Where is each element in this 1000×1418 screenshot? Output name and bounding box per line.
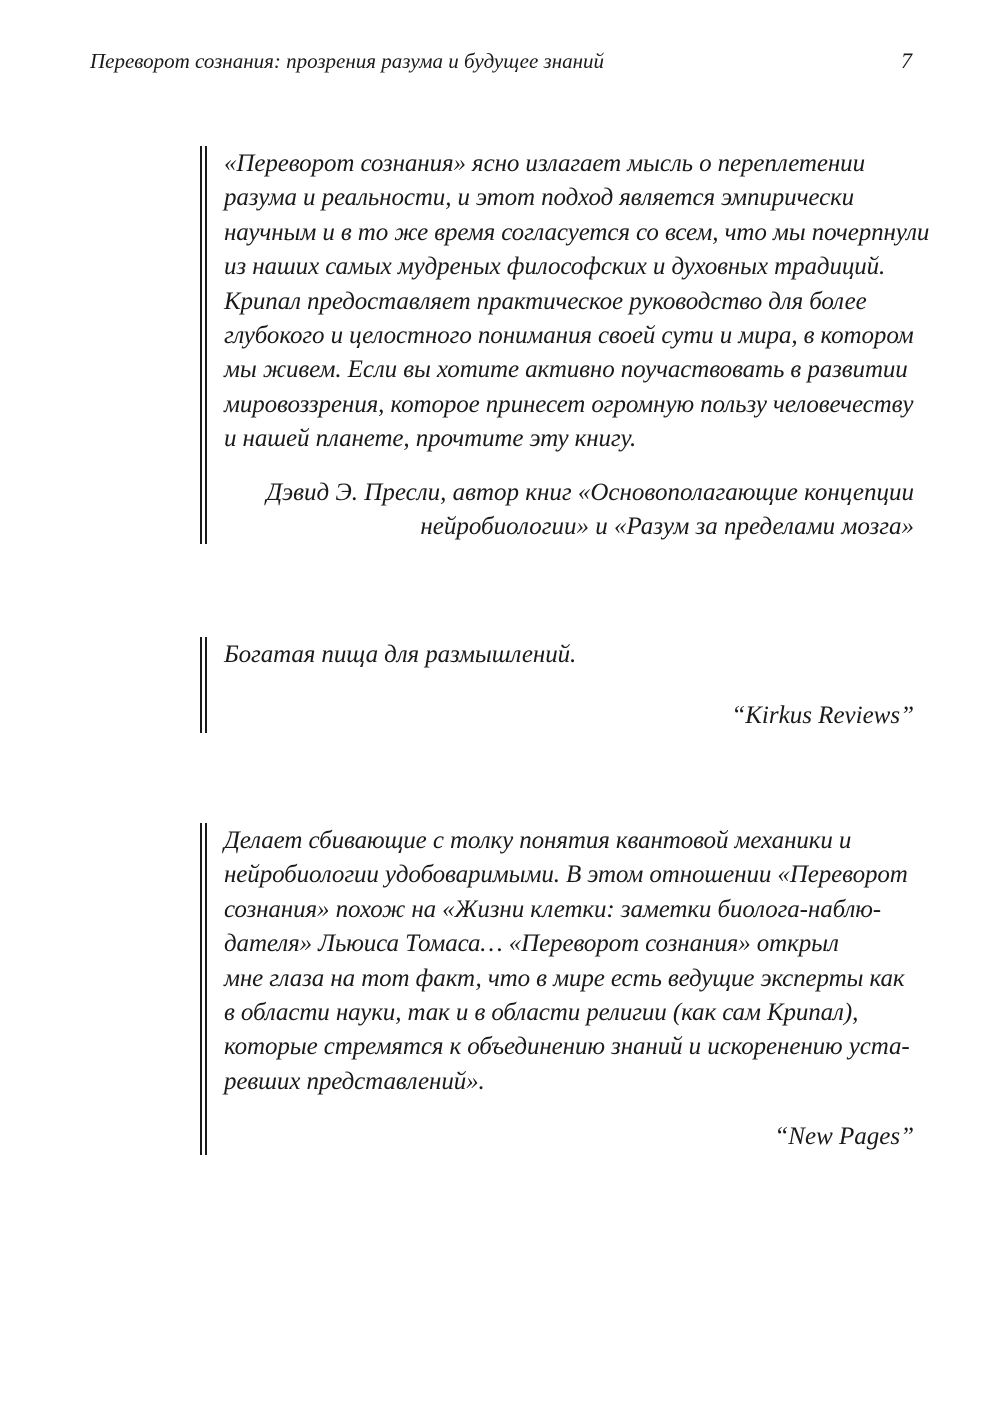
quote-line: мы живем. Если вы хотите активно поучаствовать в развитии xyxy=(224,356,908,384)
quote-line: Богатая пища для размышлений. xyxy=(224,641,577,668)
quote-line: из наших самых мудреных философских и духовных традиций. xyxy=(224,253,886,281)
attribution-line: нейробиологии» и «Разум за пределами мозга» xyxy=(420,513,914,541)
attribution-line: Дэвид Э. Пресли, автор книг «Основополагающие концепции xyxy=(266,479,914,506)
quote-line: глубокого и целостного понимания своей сути и мира, в котором xyxy=(224,322,914,350)
blurb-attribution xyxy=(224,476,914,545)
blurb-presley xyxy=(200,146,930,544)
quote-line: ревших представлений». xyxy=(224,1067,485,1095)
blurb-rule xyxy=(200,146,207,544)
attribution-line: “New Pages” xyxy=(774,1123,914,1150)
quote-line: разума и реальности, и этот подход является эмпирически xyxy=(224,184,855,212)
quote-line: в области науки, так и в области религии (как сам Крипал), xyxy=(224,999,859,1027)
quote-line: научным и в то же время согласуется со всем, что мы почерпнули xyxy=(224,218,930,246)
quote-line: которые стремятся к объединению знаний и искоренению уста- xyxy=(224,1033,910,1061)
blurb-quote xyxy=(224,824,914,1099)
running-title: Переворот сознания: прозрения разума и будущее знаний xyxy=(90,49,605,73)
blurb-attribution xyxy=(224,1120,914,1154)
quote-line: нейробиологии удобоваримыми. В этом отношении «Переворот xyxy=(224,861,908,889)
blurb-new-pages xyxy=(200,823,914,1155)
running-head xyxy=(90,46,912,76)
quote-line: Делает сбивающие с толку понятия квантовой механики и xyxy=(224,827,852,854)
blurb-quote xyxy=(224,147,930,457)
quote-line: мировоззрения, которое принесет огромную пользу человечеству xyxy=(224,390,914,418)
page-number: 7 xyxy=(901,48,912,73)
blurb-rule xyxy=(200,823,207,1155)
blurb-kirkus xyxy=(200,637,914,733)
quote-line: «Переворот сознания» ясно излагает мысль о переплетении xyxy=(224,150,865,177)
quote-line: Крипал предоставляет практическое руководство для более xyxy=(224,287,867,315)
blurb-quote xyxy=(224,638,914,672)
quote-line: сознания» похож на «Жизни клетки: заметки биолога-наблю- xyxy=(224,895,882,923)
blurb-attribution xyxy=(224,699,914,733)
quote-line: мне глаза на тот факт, что в мире есть ведущие эксперты как xyxy=(224,964,905,992)
blurb-rule xyxy=(200,637,207,733)
quote-line: и нашей планете, прочтите эту книгу. xyxy=(224,425,637,453)
attribution-line: “Kirkus Reviews” xyxy=(731,702,914,729)
quote-line: дателя» Льюиса Томаса… «Переворот сознания» открыл xyxy=(224,930,839,958)
